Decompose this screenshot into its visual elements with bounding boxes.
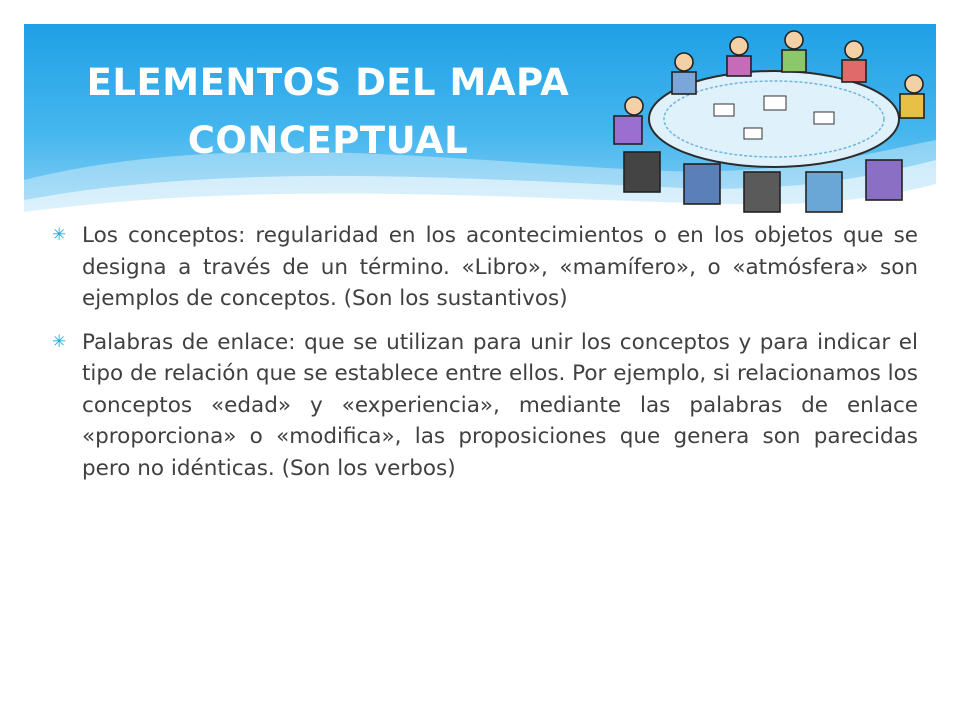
bullet-text: Los conceptos: regularidad en los acontecimientos o en los objetos que se designa a través de un término. «Libro», «mamífero», o «atmósfera» son ejemplos de conceptos. (Son los sustantivos) xyxy=(82,223,918,311)
title-line-1: ELEMENTOS DEL MAPA xyxy=(86,61,570,104)
asterisk-bullet-icon: ✳ xyxy=(52,331,67,352)
asterisk-bullet-icon: ✳ xyxy=(52,225,67,245)
bullet-text: Palabras de enlace: que se utilizan para unir los conceptos y para indicar el tipo de relación que se establece entre ellos. Por ejemplo, si relacionamos los conceptos «edad» y «experiencia», mediante las palabras de enlace «proporciona» o «modifica», las proposiciones que genera son parecidas pero no idénticas. (Son los verbos) xyxy=(82,329,918,481)
slide-title xyxy=(48,54,608,170)
list-item xyxy=(52,327,918,485)
bullet-list xyxy=(52,220,918,496)
meeting-sketch-illustration xyxy=(594,24,936,220)
title-banner xyxy=(24,24,936,220)
title-line-2: CONCEPTUAL xyxy=(187,119,469,162)
list-item xyxy=(52,220,918,315)
